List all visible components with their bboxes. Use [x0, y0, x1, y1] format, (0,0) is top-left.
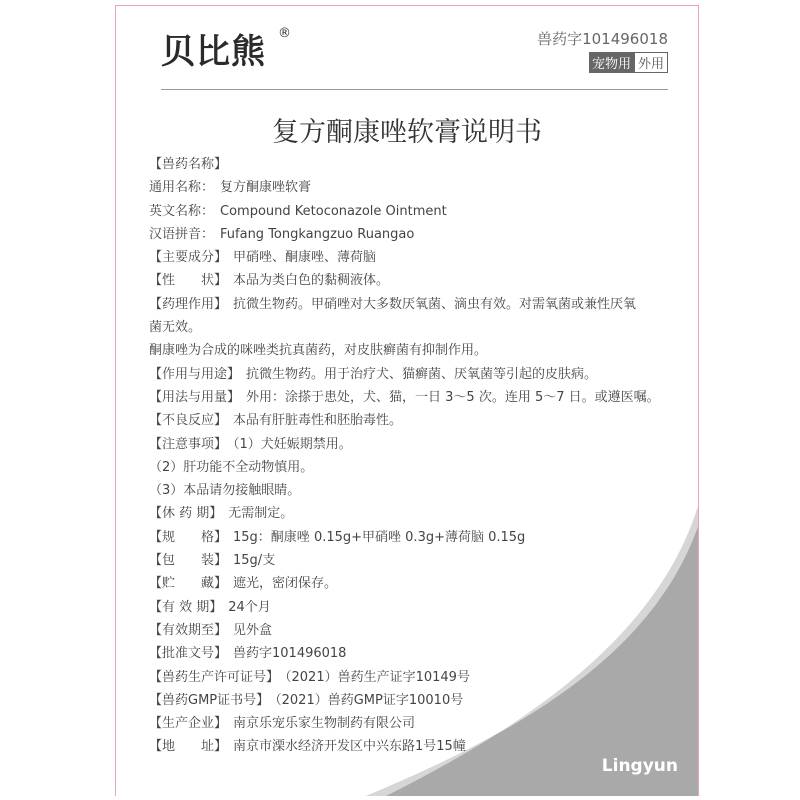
leaflet-line [149, 363, 660, 386]
leaflet-line [149, 386, 660, 409]
line-label: 英文名称： [149, 203, 215, 219]
leaflet-line [149, 642, 660, 665]
line-value: 兽药字101496018 [233, 646, 347, 662]
line-value: 南京市溧水经济开发区中兴东路1号15幢 [233, 739, 466, 755]
document-title: 复方酮康唑软膏说明书 [272, 117, 542, 148]
leaflet-line [149, 269, 660, 292]
line-value: 菌无效。 [149, 320, 202, 336]
line-value: 复方酮康唑软膏 [220, 180, 312, 196]
line-label: 【作用与用途】 [149, 366, 241, 382]
line-value: 本品为类白色的黏稠液体。 [233, 273, 390, 289]
line-label: 【兽药名称】 [149, 157, 228, 172]
line-label: 【注意事项】 [149, 436, 228, 452]
divider [161, 89, 668, 90]
line-label: 【不良反应】 [149, 413, 228, 429]
leaflet-line [149, 409, 660, 432]
line-value: 甲硝唑、酮康唑、薄荷脑 [233, 250, 377, 266]
line-label: 【主要成分】 [149, 250, 228, 266]
leaflet-line [149, 339, 660, 362]
leaflet-line [149, 619, 660, 642]
leaflet-line [149, 293, 660, 316]
line-label: 【批准文号】 [149, 646, 228, 662]
footer-logo: Lingyun [601, 756, 678, 776]
leaflet-line [149, 666, 660, 689]
usage-tags [589, 52, 668, 73]
line-value: 见外盒 [233, 622, 273, 638]
tag-pet-use: 宠物用 [589, 52, 634, 73]
line-label: 【规 格】 [149, 529, 228, 545]
line-label: 【用法与用量】 [149, 389, 241, 405]
leaflet-line [149, 549, 660, 572]
line-label: 汉语拼音： [149, 226, 215, 242]
approval-number: 兽药字101496018 [537, 30, 668, 48]
leaflet-line [149, 502, 660, 525]
leaflet-line [149, 223, 660, 246]
line-value: Fufang Tongkangzuo Ruangao [220, 226, 415, 242]
line-value: （2）肝功能不全动物慎用。 [149, 459, 314, 475]
line-value: 15g/支 [233, 553, 276, 569]
leaflet-line [149, 246, 660, 269]
tag-external-use: 外用 [634, 52, 668, 73]
line-label: 【贮 藏】 [149, 576, 228, 592]
line-value: （2021）兽药生产证字10149号 [285, 669, 470, 685]
leaflet-line [149, 316, 660, 339]
line-label: 【有效期至】 [149, 622, 228, 638]
line-label: 【地 址】 [149, 739, 228, 755]
brand-logo: 贝比熊 [161, 32, 266, 72]
leaflet-page [115, 5, 699, 796]
line-label: 【生产企业】 [149, 716, 228, 732]
line-value: 外用：涂搽于患处，犬、猫，一日 3～5 次。连用 5～7 日。或遵医嘱。 [246, 389, 660, 405]
line-label: 【性 状】 [149, 273, 228, 289]
line-label: 【兽药GMP证书号】 [149, 692, 270, 708]
line-value: 南京乐宠乐家生物制药有限公司 [233, 716, 416, 732]
leaflet-line [149, 456, 660, 479]
line-value: 15g：酮康唑 0.15g+甲硝唑 0.3g+薄荷脑 0.15g [233, 529, 526, 545]
line-value: 本品有肝脏毒性和胚胎毒性。 [233, 413, 403, 429]
line-value: （2021）兽药GMP证字10010号 [275, 692, 464, 708]
leaflet-line [149, 153, 660, 176]
leaflet-line [149, 200, 660, 223]
leaflet-line [149, 479, 660, 502]
registered-mark: ® [278, 26, 291, 41]
leaflet-line [149, 689, 660, 712]
line-value: （1）犬妊娠期禁用。 [233, 436, 352, 452]
leaflet-line [149, 526, 660, 549]
line-label: 通用名称： [149, 180, 215, 196]
line-value: 遮光，密闭保存。 [233, 576, 338, 592]
leaflet-line [149, 735, 660, 758]
line-label: 【休 药 期】 [149, 506, 223, 522]
line-value: 无需制定。 [228, 506, 294, 522]
leaflet-line [149, 572, 660, 595]
line-label: 【包 装】 [149, 553, 228, 569]
line-label: 【药理作用】 [149, 296, 228, 312]
line-label: 【兽药生产许可证号】 [149, 669, 280, 685]
line-value: 抗微生物药。用于治疗犬、猫癣菌、厌氧菌等引起的皮肤病。 [246, 366, 598, 382]
leaflet-body [149, 153, 660, 759]
line-label: 【有 效 期】 [149, 599, 223, 615]
line-value: 24个月 [228, 599, 271, 615]
leaflet-line [149, 433, 660, 456]
leaflet-line [149, 596, 660, 619]
line-value: 酮康唑为合成的咪唑类抗真菌药，对皮肤癣菌有抑制作用。 [149, 343, 488, 359]
line-value: （3）本品请勿接触眼睛。 [149, 483, 301, 499]
line-value: 抗微生物药。甲硝唑对大多数厌氧菌、滴虫有效。对需氧菌或兼性厌氧 [233, 296, 637, 312]
leaflet-line [149, 712, 660, 735]
line-value: Compound Ketoconazole Ointment [220, 203, 447, 219]
leaflet-line [149, 176, 660, 199]
